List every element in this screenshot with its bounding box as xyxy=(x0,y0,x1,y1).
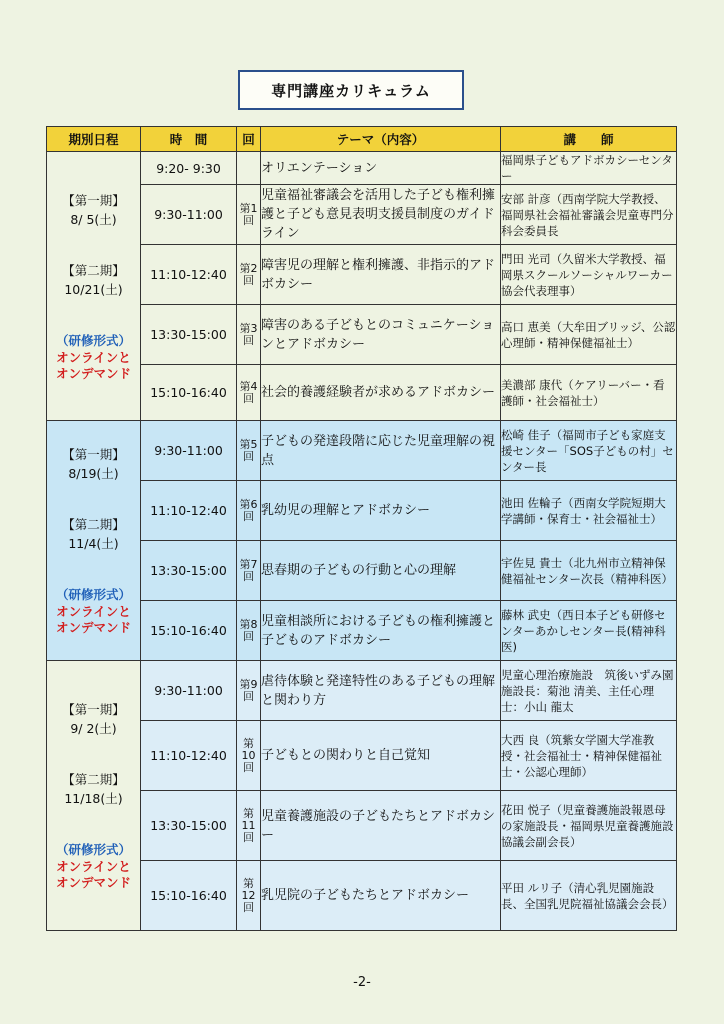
format-value-line1: オンラインと xyxy=(56,604,131,619)
session-number-cell: 第11回 xyxy=(237,791,261,861)
header-lecturer: 講 師 xyxy=(501,127,677,152)
lecturer-cell: 児童心理治療施設 筑後いずみ園施設長：菊池 清美、主任心理士：小山 龍太 xyxy=(501,661,677,721)
theme-cell: 児童福祉審議会を活用した子ども権利擁護と子ども意見表明支援員制度のガイドライン xyxy=(261,185,501,245)
table-row xyxy=(47,305,677,365)
format-label: （研修形式） xyxy=(55,842,131,857)
theme-cell: 児童相談所における子どもの権利擁護と子どものアドボカシー xyxy=(261,601,501,661)
lecturer-cell: 平田 ルリ子（清心乳児園施設長、全国乳児院福祉協議会会長） xyxy=(501,861,677,931)
term2-label: 【第二期】 xyxy=(62,262,125,278)
session-number-cell: 第10回 xyxy=(237,721,261,791)
time-cell: 9:30-11:00 xyxy=(141,421,237,481)
theme-cell: 児童養護施設の子どもたちとアドボカシー xyxy=(261,791,501,861)
theme-cell: 子どもの発達段階に応じた児童理解の視点 xyxy=(261,421,501,481)
header-theme: テーマ（内容） xyxy=(261,127,501,152)
table-row xyxy=(47,365,677,421)
time-cell: 13:30-15:00 xyxy=(141,541,237,601)
table-row xyxy=(47,541,677,601)
lecturer-cell: 福岡県子どもアドボカシーセンター xyxy=(501,152,677,185)
format-value-line2: オンデマンド xyxy=(55,875,131,890)
session-number-cell: 第4回 xyxy=(237,365,261,421)
theme-cell: 子どもとの関わりと自己覚知 xyxy=(261,721,501,791)
term2-label: 【第二期】 xyxy=(62,772,125,787)
theme-cell: 思春期の子どもの行動と心の理解 xyxy=(261,541,501,601)
table-row xyxy=(47,861,677,931)
lecturer-cell: 池田 佐輪子（西南女学院短期大学講師・保育士・社会福祉士） xyxy=(501,481,677,541)
time-cell: 11:10-12:40 xyxy=(141,245,237,305)
time-cell: 15:10-16:40 xyxy=(141,601,237,661)
theme-cell: 社会的養護経験者が求めるアドボカシー xyxy=(261,365,501,421)
period-cell xyxy=(47,421,141,661)
header-period: 期別日程 xyxy=(47,127,141,152)
lecturer-cell: 門田 光司（久留米大学教授、福岡県スクールソーシャルワーカー協会代表理事） xyxy=(501,245,677,305)
term1-date: 8/19(土) xyxy=(68,466,119,481)
lecturer-cell: 大西 良（筑紫女学園大学准教授・社会福祉士・精神保健福祉士・公認心理師） xyxy=(501,721,677,791)
term1-date: 9/ 2(土) xyxy=(70,721,117,736)
table-row xyxy=(47,661,677,721)
term1-label: 【第一期】 xyxy=(62,447,125,462)
session-number-cell: 第6回 xyxy=(237,481,261,541)
term2-date: 11/18(土) xyxy=(64,791,123,806)
header-num: 回 xyxy=(237,127,261,152)
session-number-cell: 第5回 xyxy=(237,421,261,481)
table-row xyxy=(47,721,677,791)
time-cell: 9:30-11:00 xyxy=(141,661,237,721)
term1-label: 【第一期】 xyxy=(62,702,125,717)
term1-date: 8/ 5(土) xyxy=(70,211,117,227)
format-value-line2: オンデマンド xyxy=(55,365,131,381)
table-row xyxy=(47,481,677,541)
session-number-cell: 第7回 xyxy=(237,541,261,601)
page-title-text: 専門講座カリキュラム xyxy=(271,81,431,100)
table-row xyxy=(47,185,677,245)
lecturer-cell: 安部 計彦（西南学院大学教授、福岡県社会福祉審議会児童専門分科会委員長 xyxy=(501,185,677,245)
time-cell: 15:10-16:40 xyxy=(141,365,237,421)
theme-cell: 乳幼児の理解とアドボカシー xyxy=(261,481,501,541)
time-cell: 13:30-15:00 xyxy=(141,305,237,365)
lecturer-cell: 藤林 武史（西日本子ども研修センターあかしセンター長(精神科医) xyxy=(501,601,677,661)
term2-date: 11/4(土) xyxy=(68,536,119,551)
session-number-cell: 第1回 xyxy=(237,185,261,245)
table-header-row xyxy=(47,127,677,152)
header-time: 時 間 xyxy=(141,127,237,152)
period-cell xyxy=(47,152,141,421)
format-label: （研修形式） xyxy=(55,332,131,348)
lecturer-cell: 宇佐見 貴士（北九州市立精神保健福祉センター次長（精神科医） xyxy=(501,541,677,601)
theme-cell: 障害のある子どもとのコミュニケーションとアドボカシー xyxy=(261,305,501,365)
format-value-line1: オンラインと xyxy=(56,859,131,874)
table-row xyxy=(47,152,677,185)
term1-label: 【第一期】 xyxy=(62,192,125,208)
theme-cell: 乳児院の子どもたちとアドボカシー xyxy=(261,861,501,931)
time-cell: 15:10-16:40 xyxy=(141,861,237,931)
lecturer-cell: 松崎 佳子（福岡市子ども家庭支援センター「SOS子どもの村」センター長 xyxy=(501,421,677,481)
session-number-cell: 第8回 xyxy=(237,601,261,661)
curriculum-table xyxy=(46,126,677,931)
table-row xyxy=(47,245,677,305)
time-cell: 13:30-15:00 xyxy=(141,791,237,861)
session-number-cell: 第9回 xyxy=(237,661,261,721)
lecturer-cell: 美濃部 康代（ケアリーバー・看護師・社会福祉士） xyxy=(501,365,677,421)
theme-cell: 障害児の理解と権利擁護、非指示的アドボカシー xyxy=(261,245,501,305)
theme-cell: 虐待体験と発達特性のある子どもの理解と関わり方 xyxy=(261,661,501,721)
table-row xyxy=(47,791,677,861)
theme-cell: オリエンテーション xyxy=(261,152,501,185)
format-value-line1: オンラインと xyxy=(56,349,131,365)
session-number-cell xyxy=(237,152,261,185)
time-cell: 9:30-11:00 xyxy=(141,185,237,245)
page-number: -2- xyxy=(353,975,371,990)
table-row xyxy=(47,421,677,481)
session-number-cell: 第3回 xyxy=(237,305,261,365)
table-row xyxy=(47,601,677,661)
format-value-line2: オンデマンド xyxy=(55,620,131,635)
lecturer-cell: 花田 悦子（児童養護施設報恩母の家施設長・福岡県児童養護施設協議会副会長） xyxy=(501,791,677,861)
session-number-cell: 第2回 xyxy=(237,245,261,305)
lecturer-cell: 高口 恵美（大牟田ブリッジ、公認心理師・精神保健福祉士） xyxy=(501,305,677,365)
time-cell: 9:20- 9:30 xyxy=(141,152,237,185)
time-cell: 11:10-12:40 xyxy=(141,721,237,791)
table-body xyxy=(47,152,677,931)
page-title xyxy=(238,70,464,110)
term2-label: 【第二期】 xyxy=(62,517,125,532)
session-number-cell: 第12回 xyxy=(237,861,261,931)
term2-date: 10/21(土) xyxy=(64,281,123,297)
time-cell: 11:10-12:40 xyxy=(141,481,237,541)
format-label: （研修形式） xyxy=(55,587,131,602)
period-cell xyxy=(47,661,141,931)
